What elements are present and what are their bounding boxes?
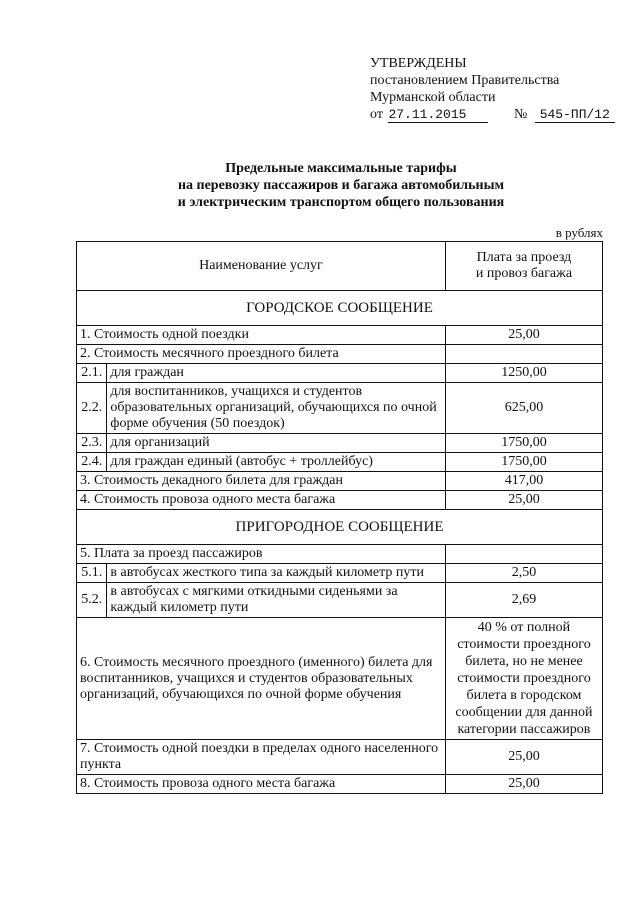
table-row (77, 740, 603, 775)
row-2-2-name: для воспитанников, учащихся и студентов образовательных организаций, обучающихся по очной форме обучения (50 поездок) (107, 383, 446, 434)
row-2-1-price: 1250,00 (445, 364, 602, 383)
section-suburban-title: ПРИГОРОДНОЕ СООБЩЕНИЕ (77, 510, 603, 545)
table-row (77, 345, 603, 364)
section-row-suburban (77, 510, 603, 545)
row-6-name: 6. Стоимость месячного проездного (именного) билета для воспитанников, учащихся и студентов образовательных организаций, обучающихся по очной форме обучения (77, 618, 446, 740)
row-2-4-name: для граждан единый (автобус + троллейбус) (107, 453, 446, 472)
section-row-urban (77, 291, 603, 326)
approval-decree: постановлением Правительства (370, 73, 560, 88)
row-2-2-price: 625,00 (445, 383, 602, 434)
section-urban-title: ГОРОДСКОЕ СООБЩЕНИЕ (77, 291, 603, 326)
row-2-3-name: для организаций (107, 434, 446, 453)
table-row (77, 472, 603, 491)
table-row (77, 326, 603, 345)
header-service-name: Наименование услуг (77, 242, 446, 291)
table-row (77, 491, 603, 510)
row-8-name: 8. Стоимость провоза одного места багажа (77, 775, 446, 794)
row-8-price: 25,00 (445, 775, 602, 794)
decree-date: 27.11.2015 (388, 108, 488, 123)
row-2-1-num: 2.1. (77, 364, 107, 383)
row-4-name: 4. Стоимость провоза одного места багажа (77, 491, 446, 510)
row-2-name: 2. Стоимость месячного проездного билета (77, 345, 446, 364)
row-7-price: 25,00 (445, 740, 602, 775)
row-5-1-price: 2,50 (445, 564, 602, 583)
approval-heading: УТВЕРЖДЕНЫ (370, 56, 467, 71)
table-row (77, 564, 603, 583)
row-4-price: 25,00 (445, 491, 602, 510)
table-row (77, 453, 603, 472)
header-price (445, 242, 602, 291)
title-line-3: и электрическим транспортом общего пользования (177, 195, 505, 210)
header-price-line-1: Плата за проезд (476, 250, 572, 265)
row-1-price: 25,00 (445, 326, 602, 345)
row-2-1-name: для граждан (107, 364, 446, 383)
row-2-3-price: 1750,00 (445, 434, 602, 453)
row-2-price (445, 345, 602, 364)
row-3-name: 3. Стоимость декадного билета для граждан (77, 472, 446, 491)
row-5-name: 5. Плата за проезд пассажиров (77, 545, 446, 564)
row-5-price (445, 545, 602, 564)
units-label: в рублях (555, 225, 603, 240)
row-6-price: 40 % от полной стоимости проездного билета, но не менее стоимости проездного билета в городском сообщении для данной категории пассажиров (445, 618, 602, 740)
row-2-4-num: 2.4. (77, 453, 107, 472)
table-row (77, 364, 603, 383)
row-5-2-num: 5.2. (77, 583, 107, 618)
header-price-line-2: и провоз багажа (475, 266, 573, 281)
table-header-row (77, 242, 603, 291)
row-5-1-num: 5.1. (77, 564, 107, 583)
row-5-2-name: в автобусах с мягкими откидными сиденьями за каждый километр пути (107, 583, 446, 618)
approval-date-number (370, 106, 620, 123)
table-row (77, 618, 603, 740)
title-line-2: на перевозку пассажиров и багажа автомобильным (177, 178, 505, 193)
decree-number: 545-ПП/12 (535, 108, 615, 123)
table-row (77, 545, 603, 564)
row-2-4-price: 1750,00 (445, 453, 602, 472)
row-7-name: 7. Стоимость одной поездки в пределах одного населенного пункта (77, 740, 446, 775)
row-2-3-num: 2.3. (77, 434, 107, 453)
tariffs-table (76, 241, 603, 794)
table-row (77, 383, 603, 434)
row-5-2-price: 2,69 (445, 583, 602, 618)
table-row (77, 775, 603, 794)
row-3-price: 417,00 (445, 472, 602, 491)
table-row (77, 434, 603, 453)
row-1-name: 1. Стоимость одной поездки (77, 326, 446, 345)
table-row (77, 583, 603, 618)
date-prefix: от (370, 107, 383, 122)
approval-region: Мурманской области (370, 90, 496, 105)
row-5-1-name: в автобусах жесткого типа за каждый километр пути (107, 564, 446, 583)
approval-block (370, 55, 620, 123)
title-line-1: Предельные максимальные тарифы (225, 161, 457, 176)
document-title (70, 160, 612, 211)
row-2-2-num: 2.2. (77, 383, 107, 434)
number-prefix: № (513, 107, 528, 122)
